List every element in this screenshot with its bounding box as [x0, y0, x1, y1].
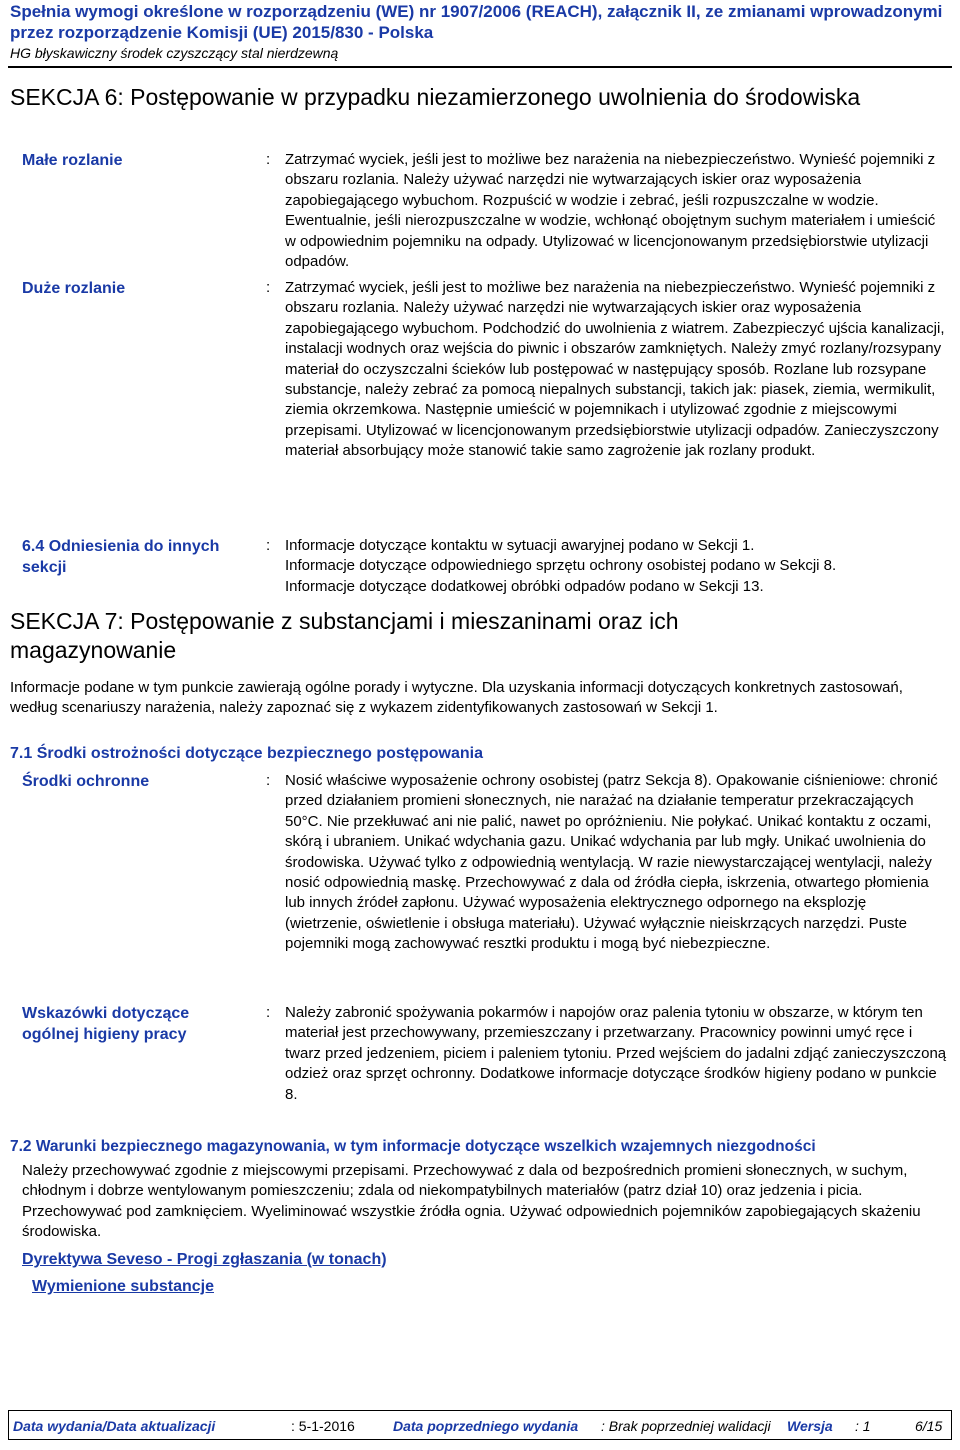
subsection-7-1-title: 7.1 Środki ostrożności dotyczące bezpiecznego postępowania: [10, 745, 483, 762]
issue-date-label: Data wydania/Data aktualizacji: [13, 1418, 216, 1434]
separator-colon: :: [266, 537, 271, 554]
separator-colon: :: [266, 772, 271, 789]
previous-issue-label: Data poprzedniego wydania: [393, 1418, 579, 1434]
separator-colon: :: [266, 1004, 271, 1021]
reference-line: Informacje dotyczące odpowiedniego sprzętu ochrony osobistej podano w Sekcji 8.: [285, 557, 837, 575]
hygiene-label: Wskazówki dotyczące ogólnej higieny pracy: [22, 1005, 190, 1043]
page-number: 6/15: [915, 1418, 943, 1434]
protective-measures-label: Środki ochronne: [22, 773, 150, 790]
reference-line: Informacje dotyczące kontaktu w sytuacji awaryjnej podano w Sekcji 1.: [285, 537, 755, 554]
seveso-directive-link[interactable]: Dyrektywa Seveso - Progi zgłaszania (w tonach): [22, 1251, 387, 1268]
references-label: 6.4 Odniesienia do innych sekcji: [22, 538, 220, 576]
separator-colon: :: [266, 151, 271, 168]
protective-measures-text: Nosić właściwe wyposażenie ochrony osobistej (patrz Sekcja 8). Opakowanie ciśnieniowe: chronić przed działaniem promieni słonecznych, nie narażać na działanie temperatur przekraczających 50°C. Nie przekłuwać ani nie palić, nawet po opróżnieniu. Nie połykać. Unikać kontaktu z oczami, skórą i ubraniem. Unikać wdychania gazu. Unikać wdychania par lub mgły. Unikać uwolnienia do środowiska. Używać tylko z odpowiednią wentylacją. W razie niewystarczającej wentylacji, należy nosić odpowiednią maskę. Przechowywać z dala od źródła ciepła, iskrzenia, otwartego płomienia lub innych źródeł zapłonu. Używać wyposażenia elektrycznego odpornego na eksplozję (wietrzenie, oświetlenie i obsługa materiału). Używać wyłącznie nieiskrzących narzędzi. Puste pojemniki mogą zachowywać resztki produktu i mogą być niebezpieczne.: [285, 772, 938, 953]
large-spill-label: Duże rozlanie: [22, 280, 126, 297]
previous-issue-value: : Brak poprzedniej walidacji: [601, 1418, 771, 1434]
section-7-intro: Informacje podane w tym punkcie zawierają ogólne porady i wytyczne. Dla uzyskania informacji dotyczących konkretnych zastosowań, według scenariuszy narażenia, należy zapoznać się z wykazem zidentyfikowanych zastosowań w Sekcji 1.: [10, 679, 903, 717]
issue-date-value: : 5-1-2016: [291, 1418, 355, 1434]
storage-conditions-text: Należy przechowywać zgodnie z miejscowymi przepisami. Przechowywać z dala od bezpośrednich promieni słonecznych, w suchym, chłodnym i dobrze wentylowanym pomieszczeniu; zdala od niekompatybilnych materiałów (patrz dział 10) oraz jedzenia i picia. Przechowywać pod zamknięciem. Wyeliminować wszystkie źródła ognia. Używać odpowiednich pojemników zapobiegających skażeniu środowiska.: [22, 1162, 921, 1241]
large-spill-text: Zatrzymać wyciek, jeśli jest to możliwe bez narażenia na niebezpieczeństwo. Wynieść pojemniki z obszaru rozlania. Należy używać narzędzi nie wytwarzających iskier oraz wyposażenia zapobiegającego wybuchom. Podchodzić do uwolnienia z wiatrem. Zabezpieczyć ujścia kanalizacji, instalacji wodnych oraz wejścia do piwnic i obszarów zamkniętych. Należy zmyć rozlany/rozsypany materiał do oczyszczalni ścieków lub postępować w następujący sposób. Rozlane lub rozsypane substancje, należy zebrać za pomocą niepalnych substancji, takich jak: piasek, ziemia, wermikulit, ziemia okrzemkowa. Następnie umieścić w pojemnikach i utylizować zgodnie z miejscowymi przepisami. Utylizować w licencjonowanym przedsiębiorstwie utylizacji odpadów. Zanieczyszczony materiał absorbujący może stanowić takie samo zagrożenie jak rozlany produkt.: [285, 279, 945, 460]
version-label: Wersja: [787, 1418, 833, 1434]
listed-substances-link[interactable]: Wymienione substancje: [32, 1278, 214, 1295]
reference-line: Informacje dotyczące dodatkowej obróbki odpadów podano w Sekcji 13.: [285, 577, 764, 595]
regulation-title: Spełnia wymogi określone w rozporządzeniu (WE) nr 1907/2006 (REACH), załącznik II, ze zmianami wprowadzonymi przez rozporządzenie Komisji (UE) 2015/830 - Polska: [10, 2, 943, 42]
section-7-title: SEKCJA 7: Postępowanie z substancjami i mieszaninami oraz ich magazynowanie: [10, 608, 679, 663]
page-footer: [8, 1410, 952, 1440]
separator-colon: :: [266, 279, 271, 296]
section-6-title: SEKCJA 6: Postępowanie w przypadku niezamierzonego uwolnienia do środowiska: [10, 84, 861, 110]
references-text: [285, 536, 947, 597]
product-name: HG błyskawiczny środek czyszczący stal nierdzewną: [10, 45, 339, 61]
small-spill-text: Zatrzymać wyciek, jeśli jest to możliwe bez narażenia na niebezpieczeństwo. Wynieść pojemniki z obszaru rozlania. Należy używać narzędzi nie wytwarzających iskier oraz wyposażenia zapobiegającego wybuchom. Rozpuścić w wodzie i zebrać, jeśli rozpuszczalne w wodzie. Ewentualnie, jeśli nierozpuszczalne w wodzie, wchłonąć obojętnym suchym materiałem i umieścić w odpowiednim pojemniku na odpady. Utylizować w licencjonowanym przedsiębiorstwie utylizacji odpadów.: [285, 151, 936, 271]
version-value: : 1: [855, 1418, 871, 1434]
header-divider: [8, 66, 952, 68]
hygiene-text: Należy zabronić spożywania pokarmów i napojów oraz palenia tytoniu w obszarze, w którym ten materiał jest przechowywany, przemieszczany i przetwarzany. Pracownicy powinni umyć ręce i twarz przed jedzeniem, piciem i paleniem tytoniu. Przed wejściem do jadalni zdjąć zanieczyszczoną odzież oraz sprzęt ochronny. Dodatkowe informacje dotyczące środków higieny podano w punkcie 8.: [285, 1004, 947, 1103]
subsection-7-2-title: 7.2 Warunki bezpiecznego magazynowania, w tym informacje dotyczące wszelkich wzajemnych niezgodności: [10, 1138, 816, 1155]
small-spill-label: Małe rozlanie: [22, 152, 123, 169]
